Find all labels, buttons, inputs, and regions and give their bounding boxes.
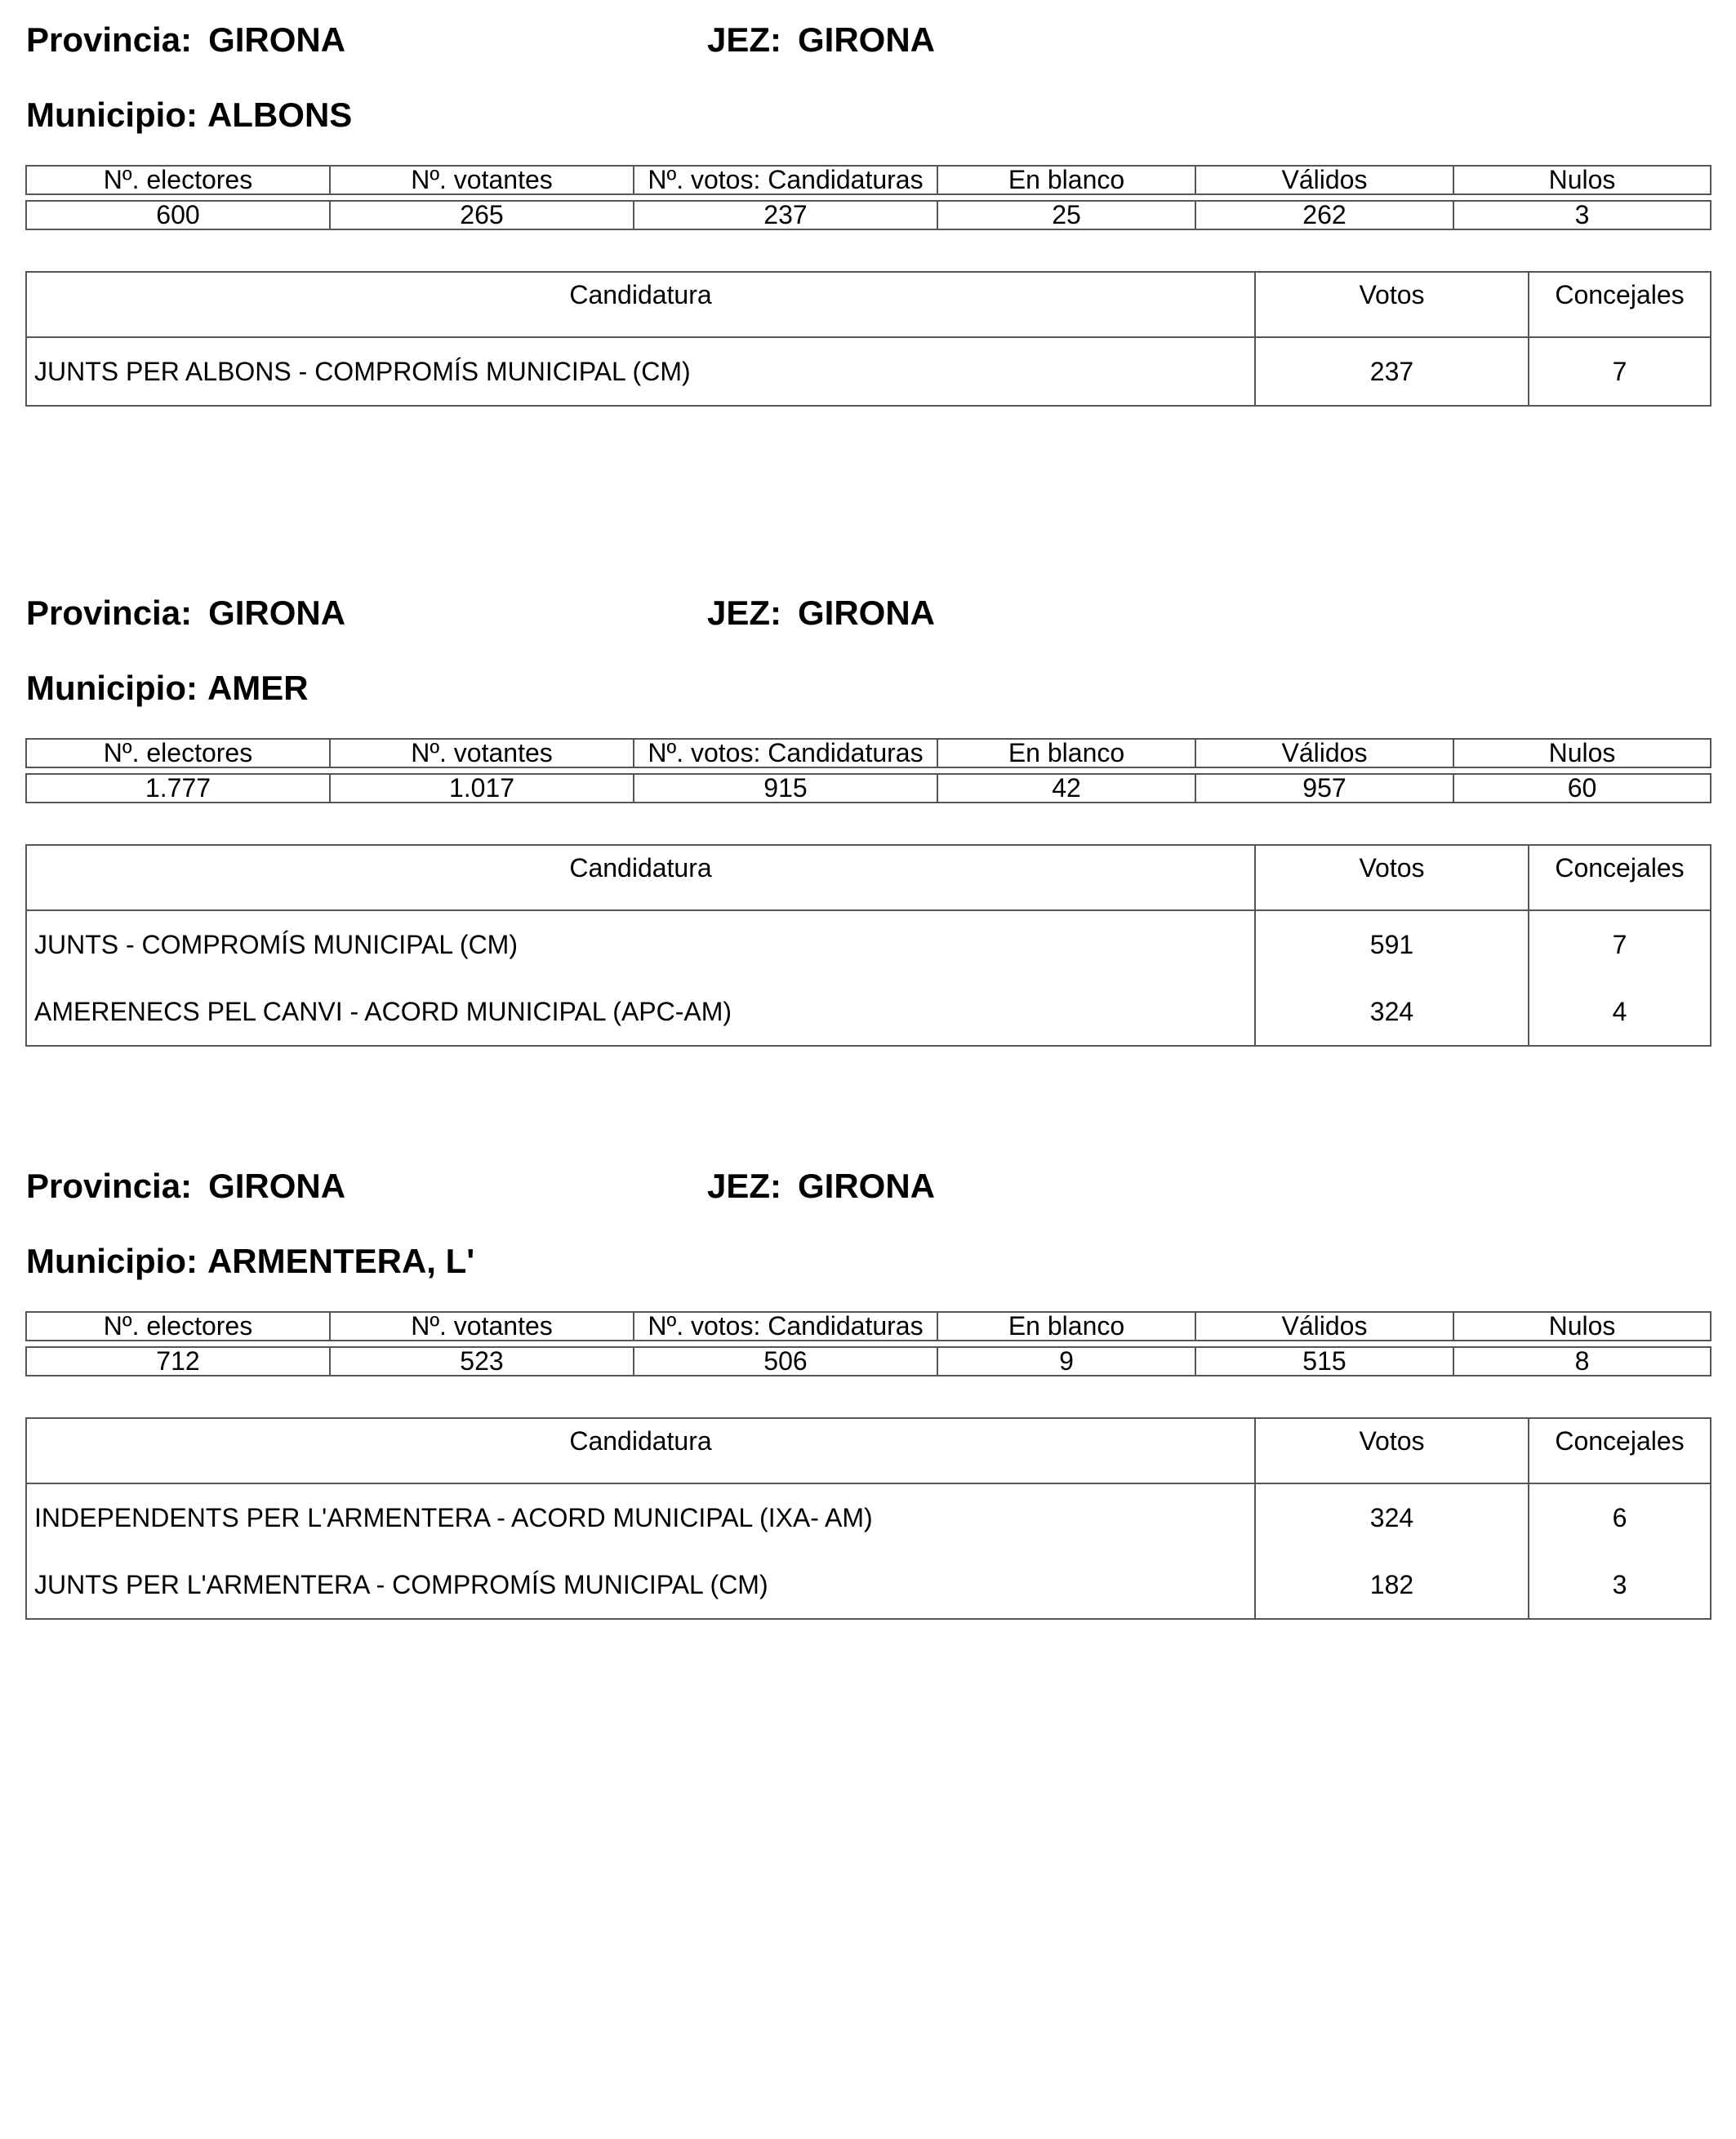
header-candidatura: Candidatura	[26, 845, 1255, 910]
value-validos: 957	[1195, 774, 1453, 803]
candidatura-name: INDEPENDENTS PER L'ARMENTERA - ACORD MUNICIPAL (IXA- AM)	[26, 1483, 1255, 1551]
stats-table	[25, 165, 1712, 230]
header-en-blanco: En blanco	[937, 1312, 1195, 1341]
municipio-value: ALBONS	[207, 96, 353, 134]
provincia-heading: Provincia: GIRONA	[26, 20, 346, 59]
value-en-blanco: 9	[937, 1347, 1195, 1376]
value-validos: 262	[1195, 201, 1453, 229]
stats-gap	[26, 1341, 1711, 1347]
header-candidatura: Candidatura	[26, 272, 1255, 337]
value-votantes: 1.017	[330, 774, 634, 803]
header-concejales: Concejales	[1529, 1418, 1711, 1483]
candidatura-name: JUNTS PER ALBONS - COMPROMÍS MUNICIPAL (CM)	[26, 337, 1255, 406]
candidaturas-table	[25, 1417, 1712, 1620]
candidatura-row	[26, 1483, 1711, 1551]
candidatura-name: AMERENECS PEL CANVI - ACORD MUNICIPAL (APC-AM)	[26, 978, 1255, 1046]
jez-heading: JEZ: GIRONA	[707, 594, 936, 632]
value-nulos: 60	[1453, 774, 1711, 803]
value-votos-candidaturas: 237	[634, 201, 937, 229]
stats-values-row	[26, 774, 1711, 803]
provincia-value: GIRONA	[208, 594, 346, 632]
municipio-section-armentera	[0, 1146, 1736, 1599]
jez-heading: JEZ: GIRONA	[707, 1167, 936, 1205]
municipio-value: ARMENTERA, L'	[207, 1242, 475, 1280]
value-nulos: 3	[1453, 201, 1711, 229]
value-electores: 712	[26, 1347, 330, 1376]
header-votos: Votos	[1255, 1418, 1529, 1483]
header-concejales: Concejales	[1529, 845, 1711, 910]
candidatura-concejales: 7	[1529, 337, 1711, 406]
candidatura-votos: 237	[1255, 337, 1529, 406]
header-votos-candidaturas: Nº. votos: Candidaturas	[634, 166, 937, 194]
candidatura-votos: 591	[1255, 910, 1529, 978]
candidaturas-table	[25, 844, 1712, 1047]
header-votos: Votos	[1255, 272, 1529, 337]
candidatura-concejales: 4	[1529, 978, 1711, 1046]
candidaturas-header-row	[26, 845, 1711, 910]
candidatura-row	[26, 910, 1711, 978]
header-electores: Nº. electores	[26, 1312, 330, 1341]
header-votantes: Nº. votantes	[330, 739, 634, 767]
candidaturas-table	[25, 271, 1712, 407]
stats-header-row	[26, 166, 1711, 194]
provincia-heading: Provincia: GIRONA	[26, 1167, 346, 1205]
stats-table	[25, 738, 1712, 803]
candidatura-concejales: 6	[1529, 1483, 1711, 1551]
stats-header-row	[26, 739, 1711, 767]
stats-gap	[26, 194, 1711, 201]
value-validos: 515	[1195, 1347, 1453, 1376]
candidaturas-header-row	[26, 1418, 1711, 1483]
jez-value: GIRONA	[798, 1167, 936, 1205]
header-votantes: Nº. votantes	[330, 1312, 634, 1341]
municipio-heading: Municipio: AMER	[26, 669, 309, 707]
municipio-heading: Municipio: ALBONS	[26, 96, 353, 134]
header-nulos: Nulos	[1453, 1312, 1711, 1341]
value-en-blanco: 25	[937, 201, 1195, 229]
candidaturas-header-row	[26, 272, 1711, 337]
candidatura-votos: 324	[1255, 978, 1529, 1046]
value-electores: 1.777	[26, 774, 330, 803]
header-validos: Válidos	[1195, 739, 1453, 767]
jez-value: GIRONA	[798, 594, 936, 632]
header-en-blanco: En blanco	[937, 739, 1195, 767]
stats-values-row	[26, 201, 1711, 229]
stats-header-row	[26, 1312, 1711, 1341]
candidatura-concejales: 3	[1529, 1551, 1711, 1619]
header-validos: Válidos	[1195, 166, 1453, 194]
municipio-section-amer	[0, 573, 1736, 1026]
jez-heading: JEZ: GIRONA	[707, 20, 936, 59]
candidatura-votos: 324	[1255, 1483, 1529, 1551]
value-electores: 600	[26, 201, 330, 229]
candidatura-row	[26, 337, 1711, 406]
header-electores: Nº. electores	[26, 166, 330, 194]
header-nulos: Nulos	[1453, 739, 1711, 767]
stats-table	[25, 1311, 1712, 1376]
value-nulos: 8	[1453, 1347, 1711, 1376]
municipio-heading: Municipio: ARMENTERA, L'	[26, 1242, 475, 1280]
municipio-value: AMER	[207, 669, 309, 707]
header-nulos: Nulos	[1453, 166, 1711, 194]
provincia-heading: Provincia: GIRONA	[26, 594, 346, 632]
provincia-value: GIRONA	[208, 20, 346, 59]
value-votantes: 523	[330, 1347, 634, 1376]
value-votos-candidaturas: 915	[634, 774, 937, 803]
candidatura-votos: 182	[1255, 1551, 1529, 1619]
header-concejales: Concejales	[1529, 272, 1711, 337]
candidatura-row	[26, 978, 1711, 1046]
candidatura-name: JUNTS - COMPROMÍS MUNICIPAL (CM)	[26, 910, 1255, 978]
value-votantes: 265	[330, 201, 634, 229]
header-en-blanco: En blanco	[937, 166, 1195, 194]
value-en-blanco: 42	[937, 774, 1195, 803]
header-votantes: Nº. votantes	[330, 166, 634, 194]
municipio-section-albons	[0, 0, 1736, 386]
header-electores: Nº. electores	[26, 739, 330, 767]
jez-value: GIRONA	[798, 20, 936, 59]
value-votos-candidaturas: 506	[634, 1347, 937, 1376]
stats-gap	[26, 767, 1711, 774]
candidatura-row	[26, 1551, 1711, 1619]
candidatura-concejales: 7	[1529, 910, 1711, 978]
header-candidatura: Candidatura	[26, 1418, 1255, 1483]
stats-values-row	[26, 1347, 1711, 1376]
header-votos-candidaturas: Nº. votos: Candidaturas	[634, 739, 937, 767]
header-votos: Votos	[1255, 845, 1529, 910]
header-validos: Válidos	[1195, 1312, 1453, 1341]
candidatura-name: JUNTS PER L'ARMENTERA - COMPROMÍS MUNICIPAL (CM)	[26, 1551, 1255, 1619]
provincia-value: GIRONA	[208, 1167, 346, 1205]
header-votos-candidaturas: Nº. votos: Candidaturas	[634, 1312, 937, 1341]
